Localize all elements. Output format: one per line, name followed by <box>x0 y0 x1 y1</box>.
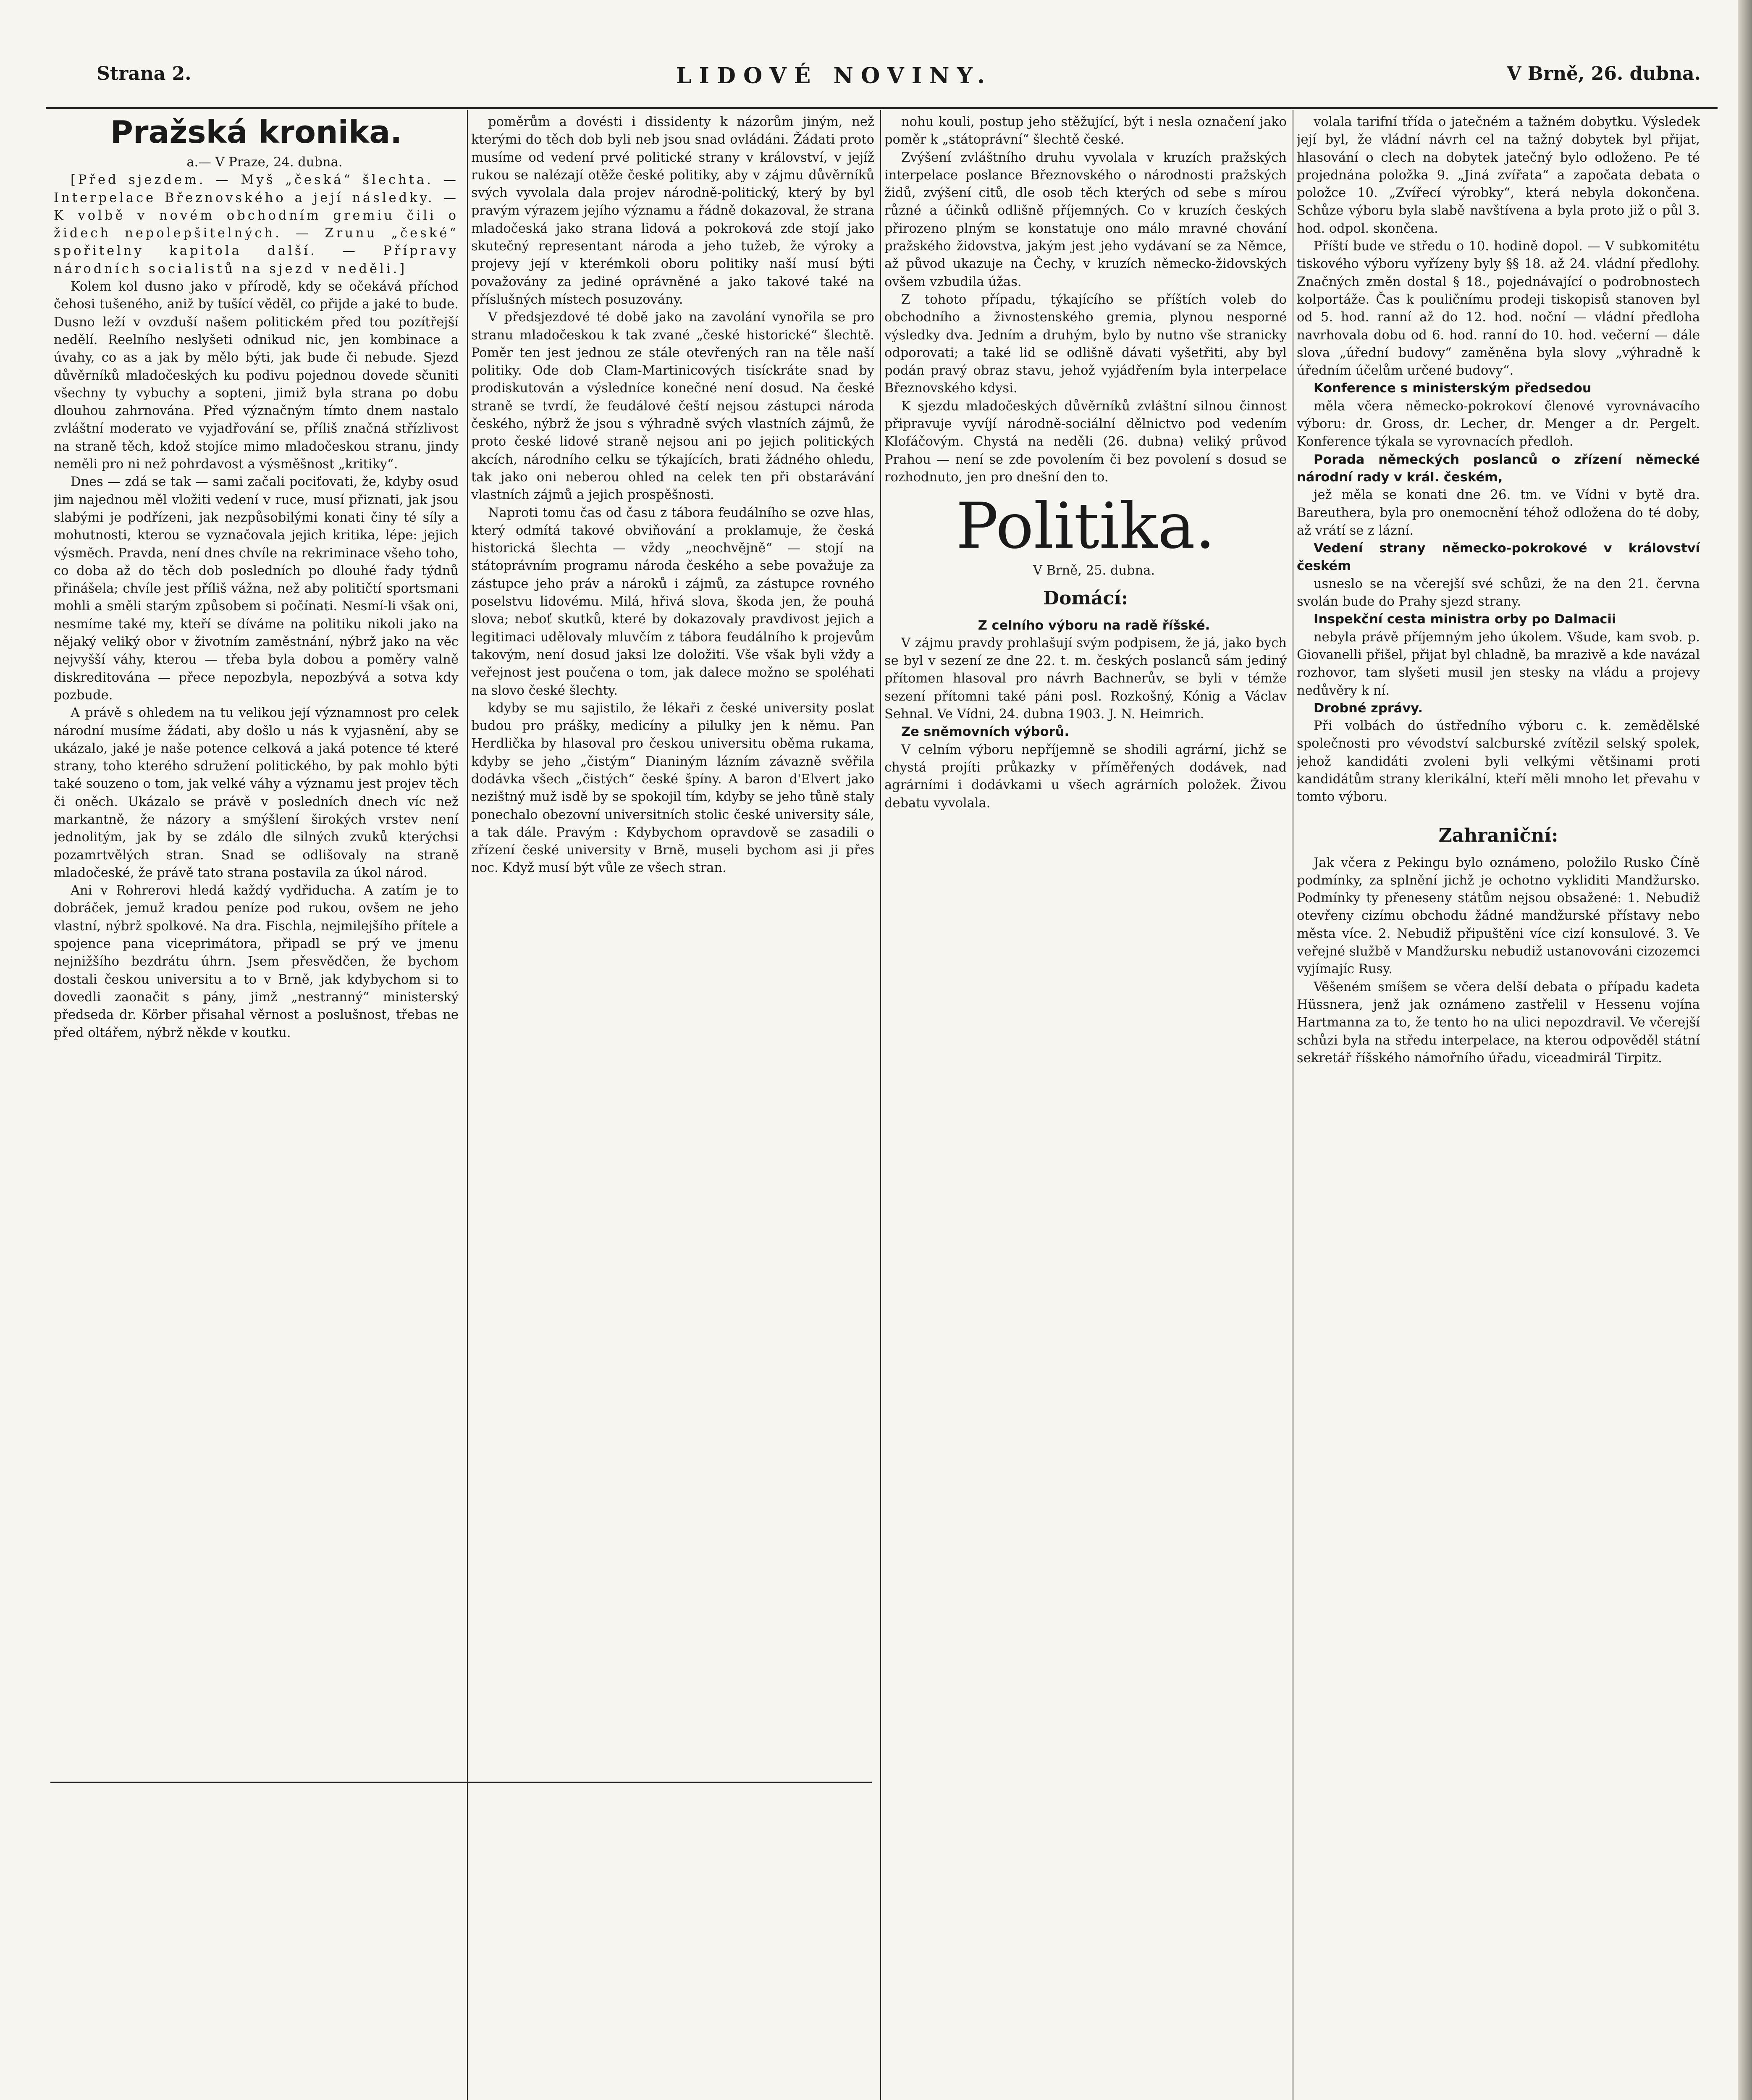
article-paragraph: Zvýšení zvláštního druhu vyvolala v kruzích pražských interpelace poslance Březnovského o národnosti pražských židů, zvýšení citů, dle osob těch kterých od sebe s mírou různé a účinků odlišně příjemných. Co v kruzích českých přirozeno plným se konstatuje ono málo mravné chování pražského židovstva, jakým jest jeho vydávaní se za Němce, až původ ukazuje na Čechy, v kruzích německo-židovských ovšem vzbudila úžas. <box>884 150 1287 289</box>
column-1 <box>54 113 459 2100</box>
news-item-title: Vedení strany německo-pokrokové v království českém <box>1297 541 1700 574</box>
section-heading-politika: Politika. <box>956 490 1215 563</box>
subsection-heading-zahranicni: Zahraniční: <box>1438 824 1558 846</box>
news-item-title: Drobné zprávy. <box>1314 701 1423 716</box>
article-paragraph: Kolem kol dusno jako v přírodě, kdy se očekává příchod čehosi tušeného, aniž by tušící věděl, co přijde a jaké to bude. Dusno leží v ovzduší našem politickém před tou pozítřejší nedělí. Reelního neslyšeti odnikud nic, jen kombinace a úvahy, co as a jak by mělo býti, jak bude či nebude. Sjezd důvěrníků mladočeských ku podivu pojednou dovede sčuniti všechny ty vybuchy a sopteni, jimiž byla strana po dobu dlouhou zahrnována. Před význačným tímto dnem nastalo zvláštní moderato ve vyjadřování se, příliš značná střízlivost na straně těch, kdož stojíce mimo mladočeskou stranu, jindy neměli pro ni než pohrdavost a výsměšnost „kritiky“. <box>54 279 459 472</box>
article-paragraph: K sjezdu mladočeských důvěrníků zvláštní silnou činnost připravuje vyvíjí národně-sociální dělnictvo pod vedením Klofáčovým. Chystá na neděli (26. dubna) veliký průvod Prahou — není se zde povolením či bez povolení s dosud se rozhodnuto, jen pro dnešní den to. <box>884 399 1287 485</box>
newspaper-title: LIDOVÉ NOVINY. <box>676 63 993 89</box>
subsection-heading-domaci: Domácí: <box>1043 587 1128 609</box>
article-paragraph: volala tarifní třída o jatečném a tažném dobytku. Výsledek její byl, že vládní návrh cel na tažný dobytek byl přijat, hlasování o clech na dobytek jatečný bylo odloženo. Pe té projednána položka 9. „Jiná zvířata“ a započata debata o položce 10. „Zvířecí výrobky“, která nebyla dokončena. Schůze výboru byla slabě navštívena a byla proto již o půl 3. hod. odpol. skončena. <box>1297 115 1700 236</box>
article-paragraph: nohu kouli, postup jeho stěžující, být i nesla označení jako poměr k „státoprávní“ šlechtě české. <box>884 115 1287 147</box>
column-2 <box>471 113 874 2100</box>
news-item-text: měla včera německo-pokrokoví členové vyrovnávacího výboru: dr. Gross, dr. Lecher, dr. Menger a dr. Pergelt. Konference týkala se vyrovnacích předloh. <box>1297 399 1700 449</box>
page-number: Strana 2. <box>97 63 191 84</box>
column-divider-2 <box>880 110 881 2100</box>
news-item-text: Věšeném smíšem se včera delší debata o případu kadeta Hüssnera, jenž jak oznámeno zastřelil v Hessenu vojína Hartmanna za to, že tento ho na ulici nepozdravil. Ve včerejší schůzi byla na středu interpelace, na kterou odpověděl státní sekretář říšského námořního úřadu, viceadmirál Tirpitz. <box>1297 979 1700 1066</box>
news-item-title: Z celního výboru na radě říšské. <box>978 618 1210 633</box>
dateline: a.— V Praze, 24. dubna. <box>186 155 343 170</box>
news-item-text: V zájmu pravdy prohlašují svým podpisem, že já, jako bych se byl v sezení ze dne 22. t. m. českých poslanců sám jediný přítomen hlasoval pro návrh Bachnerův, se byli v témže sezení přítomni také páni posl. Rozkošný, Kónig a Václav Sehnal. Ve Vídni, 24. dubna 1903. J. N. Heimrich. <box>884 635 1287 722</box>
news-item-text: Při volbách do ústředního výboru c. k. zemědělské společnosti pro vévodství salcburské zvítězil selský spolek, jehož kandidáti zvoleni byli velkými většinami proti kandidátům strany klerikální, kteří měli mnoho let převahu v tomto výboru. <box>1297 719 1700 805</box>
article-summary: [Před sjezdem. — Myš „česká“ šlechta. — Interpelace Březnovského a její následky. — K volbě v novém obchodním gremiu čili o židech nepolepšitelných. — Zrunu „české“ spořitelny kapitola další. — Přípravy národních socialistů na sjezd v neděli.] <box>54 173 459 276</box>
article-paragraph: Naproti tomu čas od času z tábora feudálního se ozve hlas, který odmítá takové obviňování a proklamuje, že česká historická šlechta — vždy „neochvějně“ — stojí na státoprávním programu národa českého a sebe považuje za zástupce jeho práv a nároků i zájmů, za zástupce rovného poselstvu lidovému. Milá, hřivá slova, škoda jen, že pouhá slova; neboť skutků, které by dokazovaly pravdivost jejich a legitimaci udělovaly mluvčím z tábora feudálního k projevům takovým, není dosud jaksi lze doložiti. Vše však byli vždy a veřejnost jest poučena o tom, jak dalece možno se spoléhati na slovo české šlechty. <box>471 505 874 698</box>
masthead-rule <box>46 107 1718 109</box>
article-paragraph: Dnes — zdá se tak — sami začali pociťovati, že, kdyby osud jim najednou měl vložiti vedení v ruce, musí přiznati, jak jsou slabými je podřízeni, jak nezpůsobilými konati činy té síly a mohutnosti, kterou se vyznačovala jejich kritika, lépe: jejich výsměch. Pravda, není dnes chvíle na rekriminace všeho toho, co doba až do těch dob posledních po dlouhé řady týdnů přinášela; chvíle jest příliš vážna, než aby političtí sportsmani mohli a směli starým způsobem si počínati. Nesmí-li však oni, nesmíme také my, kteří se díváme na politiku nikoli jako na nějaký veliký obor v životním zaměstnání, nýbrž jako na věc nejvyšší váhy, kterou — třeba byla dobou a poměry valně diskreditována — přece nepozbyla, nepozbývá a sotva kdy pozbude. <box>54 475 459 703</box>
column-3 <box>884 113 1287 2100</box>
column-divider-1 <box>467 110 468 2100</box>
issue-date: V Brně, 26. dubna. <box>1507 63 1701 84</box>
article-paragraph: poměrům a dovésti i dissidenty k názorům jiným, než kterými do těch dob byli neb jsou snad ovládáni. Žádati proto musíme od vedení prvé politické strany v království, v jejíž rukou se nalézají otěže české politiky, aby v zájmu důvěrníků svých vyvolala dala projev národně-politický, který by byl pravým výrazem jejího významu a řádně dokazoval, že strana mladočeská jako strana lidová a pokroková zde stojí jako skutečný representant národa a jeho tužeb, že výroky a projevy její v kterémkoli oboru politiky naší musí býti považovány za jediné oprávněné a jako takové také na příslušných místech posuzovány. <box>471 115 874 307</box>
article-paragraph: Ani v Rohrerovi hledá každý vydřiducha. A zatím je to dobráček, jemuž kradou peníze pod rukou, ovšem ne jeho vlastní, nýbrž spolkové. Na dra. Fischla, nejmilejšího přítele a spojence pana viceprimátora, připadl se prý ve jmenu nejnižšího bezdrátu úhrn. Jsem přesvědčen, že bychom dostali českou universitu a to v Brně, jak kdybychom si to dovedli zaonačit s pány, jimž „nestranný“ ministerský předseda dr. Körber přisahal věrnost a poslušnost, třebas ne před oltářem, nýbrž někde v koutku. <box>54 883 459 1040</box>
politika-dateline: V Brně, 25. dubna. <box>1033 563 1155 578</box>
news-item-title: Konference s ministerským předsedou <box>1314 381 1592 396</box>
article-paragraph: Z tohoto případu, týkajícího se příštích voleb do obchodního a živnostenského gremia, plynou nesporné výsledky dva. Jedním a druhým, bylo by nutno vše stranicky odporovati; a také lid se odlišně dávati vyšetřiti, aby byl podán pravý obraz stavu, jehož vyjádřením byla interpelace Březnovského kdysi. <box>884 292 1287 396</box>
news-item-text: Jak včera z Pekingu bylo oznámeno, položilo Rusko Číně podmínky, za splnění jichž je ochotno vykliditi Mandžursko. Podmínky ty přeneseny státům nejsou obsažené: 1. Nebudiž otevřeny cizímu obchodu žádné mandžurské přístavy nebo města více. 2. Nebudiž připuštěni více cizí konsulové. 3. Ve veřejné službě v Mandžursku nebudiž ustanovováni cizozemci vyjímajíc Rusy. <box>1297 855 1700 977</box>
news-item-title: Ze sněmovních výborů. <box>901 724 1070 740</box>
article-paragraph: Příští bude ve středu o 10. hodině dopol. — V subkomitétu tiskového výboru vyřízeny byly §§ 18. až 24. vládní předlohy. Značných změn dostal § 18., pojednávající o podrobnostech kolportáže. Čas k pouličnímu prodeji tiskopisů stanoven byl od 5. hod. ranní až do 12. hod. noční — vládní předloha navrhovala dobu od 6. hod. ranní do 10. hod. večerní — dále slova „úřední budovy“ zaměněna byla slovy „výhradně k úředním účelům určené budovy“. <box>1297 239 1700 378</box>
page-edge-shadow <box>1738 0 1752 2100</box>
news-item-title: Porada německých poslanců o zřízení německé národní rady v král. českém, <box>1297 452 1700 485</box>
article-paragraph: kdyby se mu sajistilo, že lékaři z české university poslat budou pro prášky, medicíny a pilulky jen k němu. Pan Herdlička by hlasoval pro českou universitu oběma rukama, kdyby se jeho „čistým“ Dianiným lázním závazně svěřila dodávka všech „čistých“ české špíny. A baron d'Elvert jako nezištný muž isdě by se spokojil tím, kdyby se jeho tůně staly ponechalo obezovní universitních stolic české university sále, a tak dále. Pravým : Kdybychom opravdově se zasadili o zřízení české university v Brně, museli bychom asi ji přes noc. Když musí být vůle ze všech stran. <box>471 701 874 876</box>
news-item-text: usneslo se na včerejší své schůzi, že na den 21. června svolán bude do Prahy sjezd strany. <box>1297 576 1700 609</box>
news-item-text: nebyla právě příjemným jeho úkolem. Všude, kam svob. p. Giovanelli přišel, přijat byl chladně, ba mrazivě a kde navázal rozhovor, tam slyšeti musil jen stesky na vládu a projevy nedůvěry k ní. <box>1297 630 1700 698</box>
column-4 <box>1297 113 1700 2100</box>
news-item-title: Inspekční cesta ministra orby po Dalmacii <box>1314 612 1616 627</box>
article-paragraph: A právě s ohledem na tu velikou její významnost pro celek národní musíme žádati, aby došlo u nás k vyjasnění, aby se ukázalo, jaké je naše potence celková a jaká potence té které strany, toho kterého sdružení politického, by pak mohlo býti také souzeno o tom, jak velké váhy a významu jest projev těch či oněch. Ukázalo se právě v posledních dnech víc než markantně, že názory a smýšlení širokých vrstev není jednolitým, jak by se zdálo dle silných zvuků kterýchsi pozamrtvělých stran. Snad se odlišovaly na straně mladočeské, že právě tato strana postavila za úkol národ. <box>54 706 459 880</box>
article-paragraph: V předsjezdové té době jako na zavolání vynořila se pro stranu mladočeskou k tak zvané „české historické“ šlechtě. Poměr ten jest jednou ze stále otevřených ran na těle naší politiky. Ode dob Clam-Martinicových tisíckráte snad by prodiskutován a výsledníce konečné není dosud. Na české straně se tvrdí, že feudálové čeští nejsou zástupci národa českého, nýbrž že jsou s výhradně svých vlastních zájmů, že proto české lidové straně nejsou ani po jejich politických akcích, národního celku se týkajících, brati žádného ohledu, tak jako oni neberou ohled na celek ten při obstarávání vlastních zájmů a jejich prospěšnosti. <box>471 310 874 503</box>
news-item-text: jež měla se konati dne 26. tm. ve Vídni v bytě dra. Bareuthera, byla pro onemocnění téhož odložena do té doby, až vrátí se z lázní. <box>1297 488 1700 538</box>
section-heading-prazska-kronika: Pražská kronika. <box>110 114 402 150</box>
masthead <box>46 63 1718 101</box>
news-item-text: V celním výboru nepříjemně se shodili agrární, jichž se chystá projíti průkazky v příměřených dodávek, nad agrárními i dodávkami u všech agrárních položek. Živou debatu vyvolala. <box>884 742 1287 811</box>
